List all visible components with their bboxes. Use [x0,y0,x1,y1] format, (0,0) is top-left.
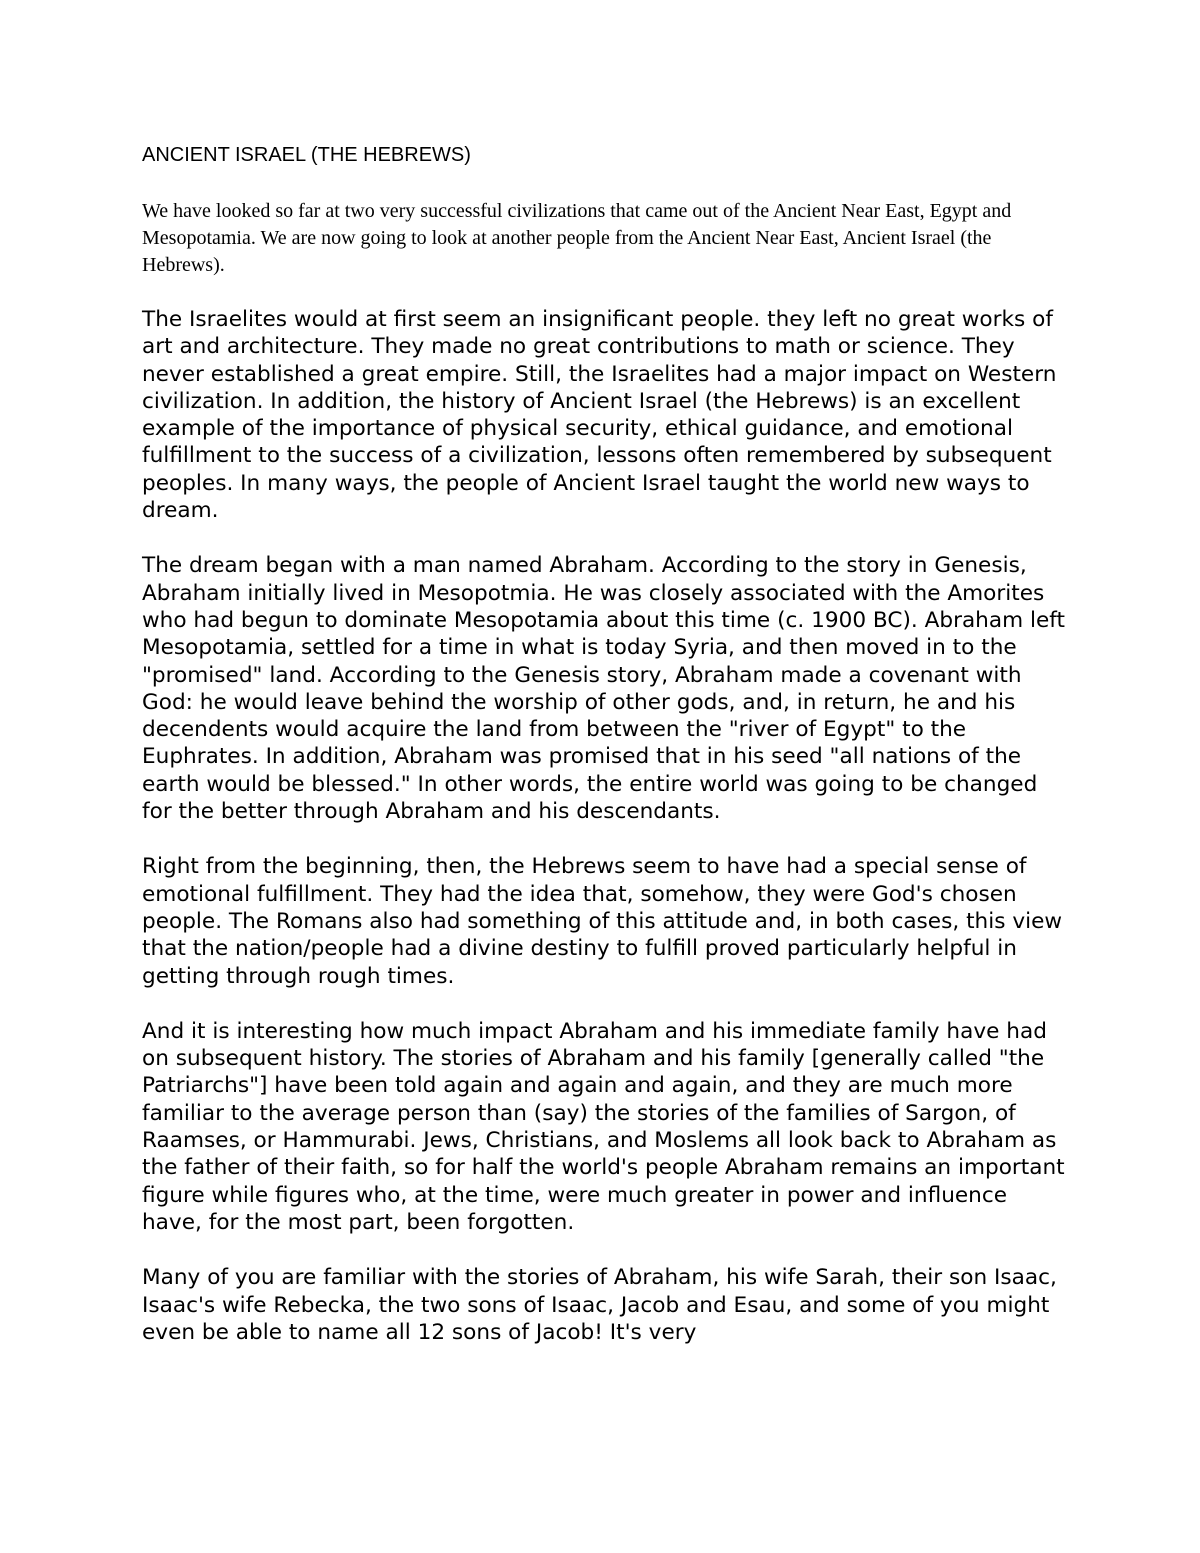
paragraph-emotional-fulfillment: Right from the beginning, then, the Hebrews seem to have had a special sense of emotional fulfillment. They had the idea that, somehow, they were God's chosen people. The Romans also had something of this attitude and, in both cases, this view that the nation/people had a divine destiny to fulfill proved particularly helpful in getting through rough times. [142,854,1063,989]
paragraph-family-stories: Many of you are familiar with the stories of Abraham, his wife Sarah, their son Isaac, Isaac's wife Rebecka, the two sons of Isaac, Jacob and Esau, and some of you might even be able to name all 12 sons of Jacob! It's very [142,1265,1057,1345]
paragraph-abraham-dream: The dream began with a man named Abraham. According to the story in Genesis, Abraham initially lived in Mesopotmia. He was closely associated with the Amorites who had begun to dominate Mesopotamia about this time (c. 1900 BC). Abraham left Mesopotamia, settled for a time in what is today Syria, and then moved in to the "promised" land. According to the Genesis story, Abraham made a covenant with God: he would leave behind the worship of other gods, and, in return, he and his decendents would acquire the land from between the "river of Egypt" to the Euphrates. In addition, Abraham was promised that in his seed "all nations of the earth would be blessed." In other words, the entire world was going to be changed for the better through Abraham and his descendants. [142,553,1065,825]
paragraph-israelites: The Israelites would at first seem an insignificant people. they left no great works of art and architecture. They made no great contributions to math or science. They never established a great empire. Still, the Israelites had a major impact on Western civilization. In addition, the history of Ancient Israel (the Hebrews) is an excellent example of the importance of physical security, ethical guidance, and emotional fulfillment to the success of a civilization, lessons often remembered by subsequent peoples. In many ways, the people of Ancient Israel taught the world new ways to dream. [142,307,1057,524]
document-body [142,142,1070,1374]
paragraph-patriarchs-impact: And it is interesting how much impact Abraham and his immediate family have had on subsequent history. The stories of Abraham and his family [generally called "the Patriarchs"] have been told again and again and again, and they are much more familiar to the average person than (say) the stories of the families of Sargon, of Raamses, or Hammurabi. Jews, Christians, and Moslems all look back to Abraham as the father of their faith, so for half the world's people Abraham remains an important figure while figures who, at the time, were much greater in power and influence have, for the most part, been forgotten. [142,1018,1065,1235]
document-title: ANCIENT ISRAEL (THE HEBREWS) [142,144,471,166]
intro-paragraph: We have looked so far at two very successful civilizations that came out of the Ancient Near East, Egypt and Mesopotamia. We are now going to look at another people from the Ancient Near East, Ancient Israel (the Hebrews). [142,200,1012,276]
